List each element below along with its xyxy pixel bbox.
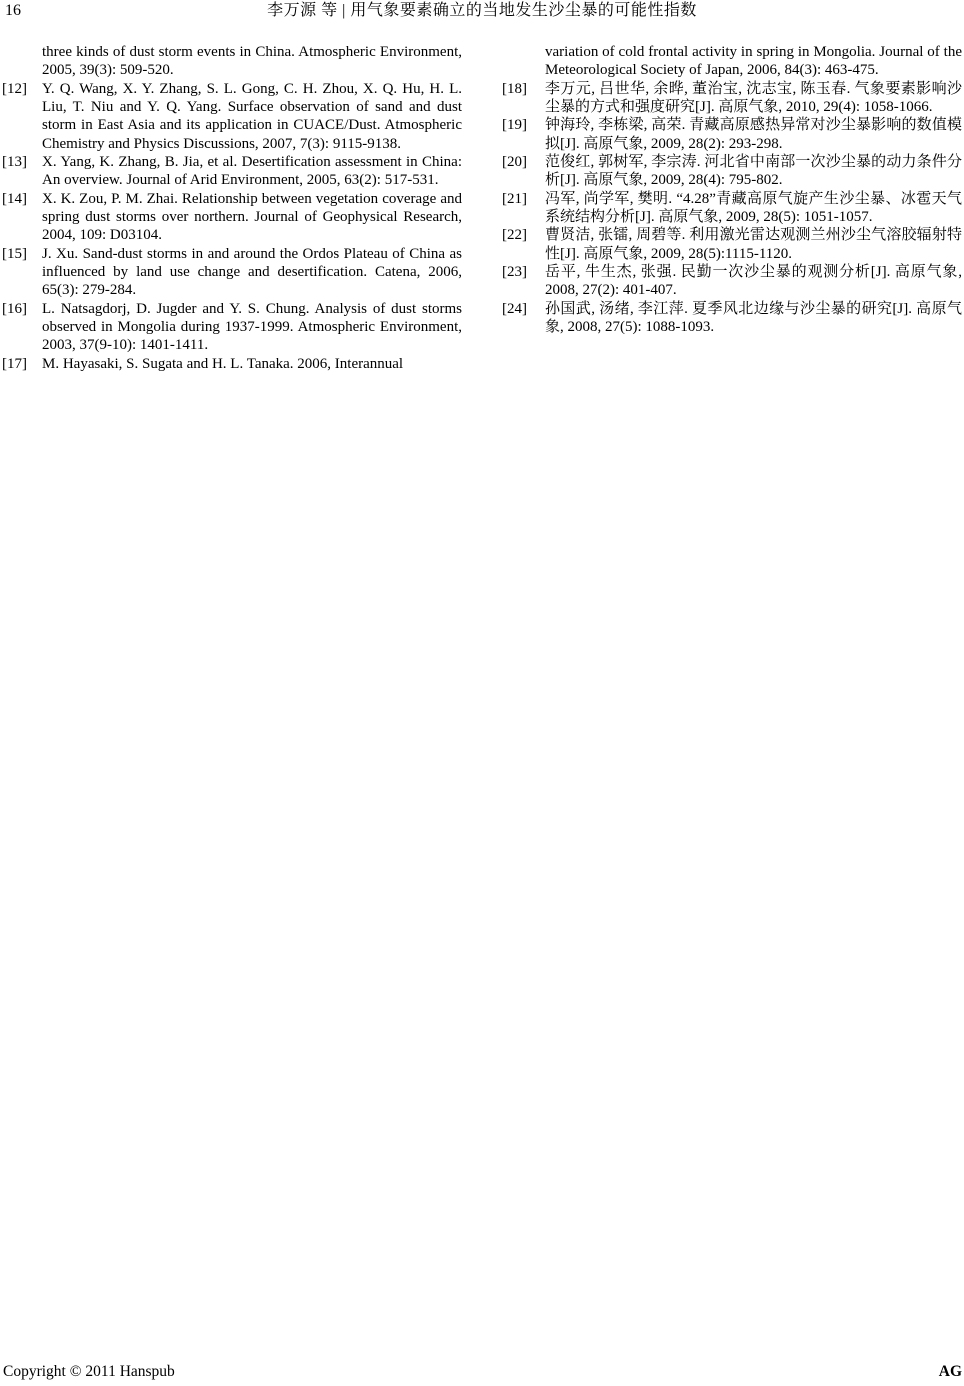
reference-number: [18]	[502, 80, 527, 97]
running-title: 李万源 等 | 用气象要素确立的当地发生沙尘暴的可能性指数	[267, 2, 697, 19]
reference-item	[502, 43, 962, 80]
reference-item	[2, 153, 462, 190]
reference-text: 孙国武, 汤绪, 李江萍. 夏季风北边缘与沙尘暴的研究[J]. 高原气象, 2008, 27(5): 1088-1093.	[545, 300, 962, 335]
reference-text: M. Hayasaki, S. Sugata and H. L. Tanaka. 2006, Interannual	[42, 355, 404, 372]
reference-item	[502, 226, 962, 263]
reference-item	[2, 355, 462, 373]
reference-text: 冯军, 尚学军, 樊明. “4.28”青藏高原气旋产生沙尘暴、冰雹天气系统结构分析[J]. 高原气象, 2009, 28(5): 1051-1057.	[545, 190, 962, 225]
copyright-notice: Copyright © 2011 Hanspub	[3, 1363, 175, 1380]
reference-number: [13]	[2, 153, 27, 170]
reference-number: [24]	[502, 300, 527, 317]
page-number: 16	[5, 2, 21, 19]
reference-number: [21]	[502, 190, 527, 207]
reference-number: [19]	[502, 117, 527, 134]
reference-item	[502, 80, 962, 117]
reference-number: [23]	[502, 263, 527, 280]
page-footer	[3, 1363, 962, 1381]
reference-item	[2, 300, 462, 355]
reference-text: 钟海玲, 李栋梁, 高荣. 青藏高原感热异常对沙尘暴影响的数值模拟[J]. 高原气象, 2009, 28(2): 293-298.	[545, 117, 962, 152]
reference-text: 范俊红, 郭树军, 李宗涛. 河北省中南部一次沙尘暴的动力条件分析[J]. 高原气象, 2009, 28(4): 795-802.	[545, 153, 962, 189]
reference-text: X. K. Zou, P. M. Zhai. Relationship between vegetation coverage and spring dust storms over northern. Journal of Geophysical Research, 2004, 109: D03104.	[42, 190, 462, 244]
reference-text: L. Natsagdorj, D. Jugder and Y. S. Chung. Analysis of dust storms observed in Mongolia during 1937-1999. Atmospheric Environment, 2003, 37(9-10): 1401-1411.	[42, 300, 462, 354]
references-column-right	[502, 43, 962, 336]
reference-text: 岳平, 牛生杰, 张强. 民勤一次沙尘暴的观测分析[J]. 高原气象, 2008, 27(2): 401-407.	[545, 263, 962, 299]
reference-text: Y. Q. Wang, X. Y. Zhang, S. L. Gong, C. H. Zhou, X. Q. Hu, H. L. Liu, T. Niu and Y. Q. Yang. Surface observation of sand and dust storm in East Asia and its application in CUACE/Dust. Atmospheric Chemistry and Physics Discussions, 2007, 7(3): 9115-9138.	[42, 80, 462, 152]
reference-item	[2, 43, 462, 80]
reference-text: 曹贤洁, 张镭, 周碧等. 利用激光雷达观测兰州沙尘气溶胶辐射特性[J]. 高原气象, 2009, 28(5):1115-1120.	[545, 227, 962, 262]
reference-item	[502, 263, 962, 300]
reference-number: [14]	[2, 190, 27, 207]
reference-item	[502, 300, 962, 337]
reference-number: [17]	[2, 355, 27, 372]
reference-item	[2, 190, 462, 245]
reference-item	[502, 190, 962, 227]
reference-item	[502, 153, 962, 190]
reference-text: J. Xu. Sand-dust storms in and around the Ordos Plateau of China as influenced by land use change and desertification. Catena, 2006, 65(3): 279-284.	[42, 245, 462, 299]
reference-text: variation of cold frontal activity in spring in Mongolia. Journal of the Meteorological Society of Japan, 2006, 84(3): 463-475.	[545, 44, 962, 79]
reference-number: [15]	[2, 245, 27, 262]
reference-text: X. Yang, K. Zhang, B. Jia, et al. Desertification assessment in China: An overview. Journal of Arid Environment, 2005, 63(2): 517-531.	[42, 153, 462, 189]
page-header	[0, 0, 964, 24]
reference-number: [12]	[2, 80, 27, 97]
reference-number: [22]	[502, 227, 527, 244]
reference-item	[2, 245, 462, 300]
reference-text: three kinds of dust storm events in China. Atmospheric Environment, 2005, 39(3): 509-520.	[42, 44, 462, 79]
reference-number: [16]	[2, 300, 27, 317]
reference-number: [20]	[502, 153, 527, 170]
references-column-left	[2, 43, 462, 373]
reference-item	[2, 80, 462, 153]
reference-item	[502, 116, 962, 153]
reference-text: 李万元, 吕世华, 余晔, 董治宝, 沈志宝, 陈玉春. 气象要素影响沙尘暴的方式和强度研究[J]. 高原气象, 2010, 29(4): 1058-1066.	[545, 80, 962, 115]
publisher-mark: AG	[938, 1363, 962, 1380]
